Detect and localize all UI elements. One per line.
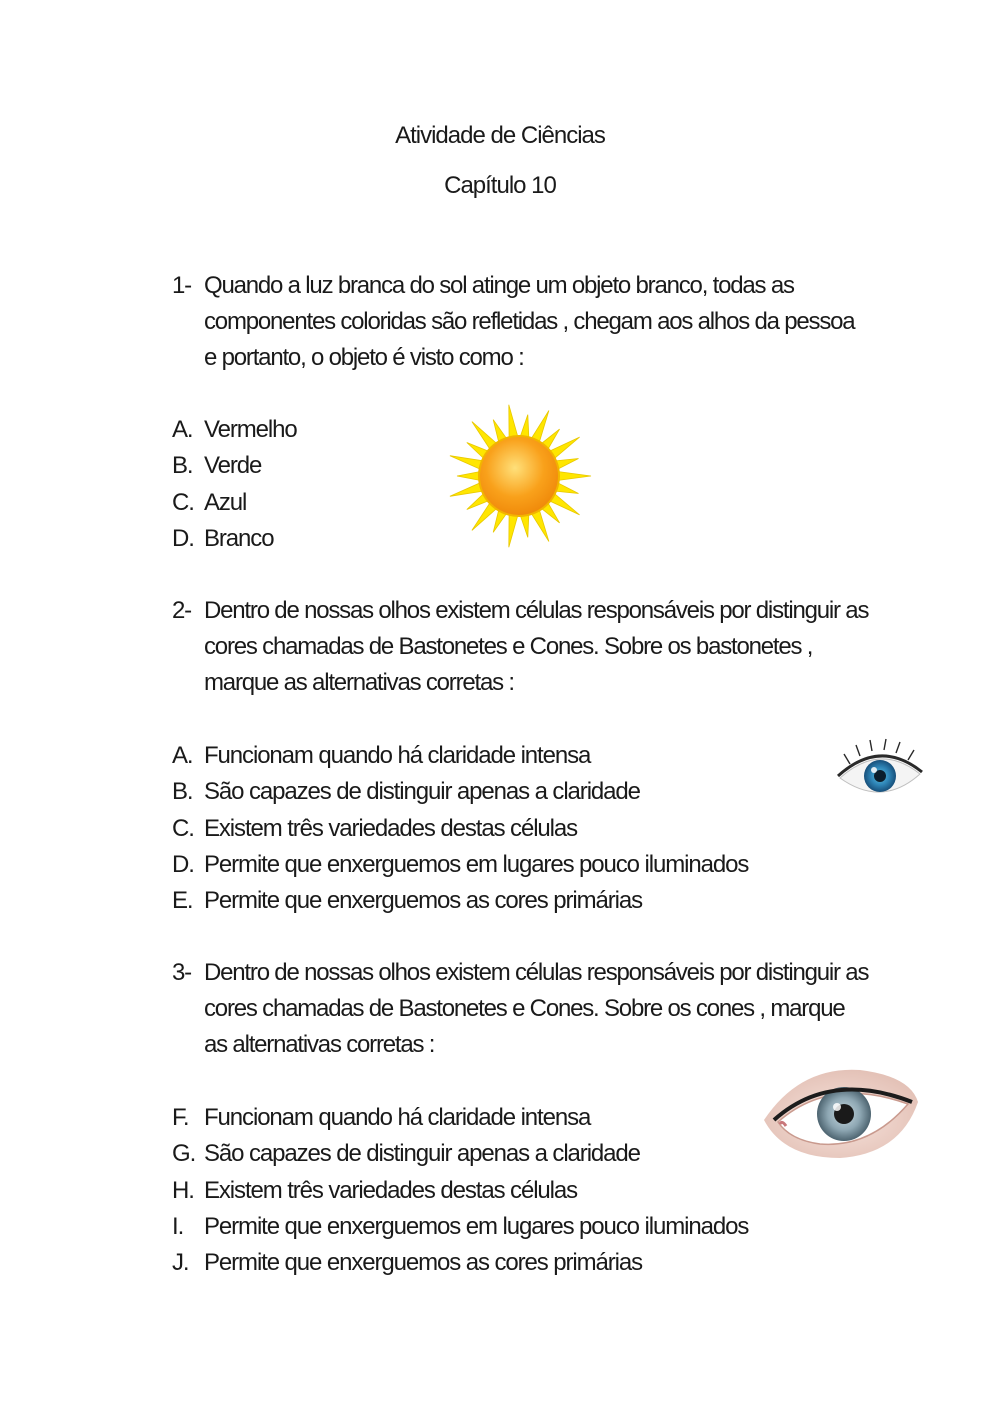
option-text: Permite que enxerguemos as cores primárias [204,887,643,915]
blue-eye-icon [836,738,924,812]
option-letter: E. [172,887,193,915]
option-letter: D. [172,850,194,878]
option-item[interactable] [172,1245,812,1281]
option-letter: I. [172,1212,184,1240]
option-item[interactable] [172,1209,812,1245]
option-letter: H. [172,1176,194,1204]
option-text: Funcionam quando há claridade intensa [204,1104,591,1131]
option-letter: A. [172,742,193,769]
option-text: Permite que enxerguemos em lugares pouco iluminados [204,850,749,878]
option-item[interactable] [172,847,812,883]
grey-eye-icon [760,1062,922,1162]
option-text: Vermelho [204,416,297,443]
option-text: Verde [204,452,262,480]
sun-ray [457,471,481,480]
question-text: Dentro de nossas olhos existem células responsáveis por distinguir as cores chamadas de Bastonetes e Cones. Sobre os bastonetes , marque as alternativas corretas : [204,597,869,696]
option-item[interactable] [172,738,812,774]
question-3 [172,955,872,1063]
option-text: Permite que enxerguemos as cores primárias [204,1249,643,1277]
option-letter: D. [172,524,194,552]
options-list-3 [172,1100,812,1281]
option-text: Permite que enxerguemos em lugares pouco iluminados [204,1212,749,1240]
option-text: São capazes de distinguir apenas a claridade [204,1140,640,1168]
question-number: 2- [172,597,191,624]
option-letter: B. [172,778,193,806]
option-item[interactable] [172,1100,812,1136]
option-item[interactable] [172,811,812,847]
option-letter: C. [172,488,194,516]
question-text: Quando a luz branca do sol atinge um objeto branco, todas as componentes coloridas são refletidas , chegam aos alhos da pessoa e portanto, o objeto é visto como : [204,272,855,371]
option-text: Funcionam quando há claridade intensa [204,742,591,769]
option-text: Existem três variedades destas células [204,814,578,842]
option-letter: A. [172,416,193,443]
option-text: Azul [204,488,247,516]
option-item[interactable] [172,883,812,919]
option-text: Branco [204,524,274,552]
option-letter: G. [172,1140,196,1168]
option-item[interactable] [172,774,812,810]
question-text: Dentro de nossas olhos existem células responsáveis por distinguir as cores chamadas de Bastonetes e Cones. Sobre os cones , marque as alternativas corretas : [204,959,869,1058]
option-letter: F. [172,1104,189,1131]
question-2 [172,593,872,701]
option-text: Existem três variedades destas células [204,1176,578,1204]
sun-ray [509,405,518,440]
option-item[interactable] [172,1136,812,1172]
option-letter: J. [172,1249,189,1277]
sun-core [479,436,559,516]
question-number: 3- [172,959,191,986]
options-list-2 [172,738,812,919]
question-1 [172,268,872,376]
option-text: São capazes de distinguir apenas a claridade [204,778,640,806]
sun-ray [509,513,518,548]
option-letter: B. [172,452,193,480]
page-title: Atividade de Ciências [395,122,605,149]
sun-icon [445,402,593,550]
sun-ray [557,471,591,480]
option-letter: C. [172,814,194,842]
page-subtitle: Capítulo 10 [444,172,556,199]
question-number: 1- [172,272,191,299]
option-item[interactable] [172,1173,812,1209]
